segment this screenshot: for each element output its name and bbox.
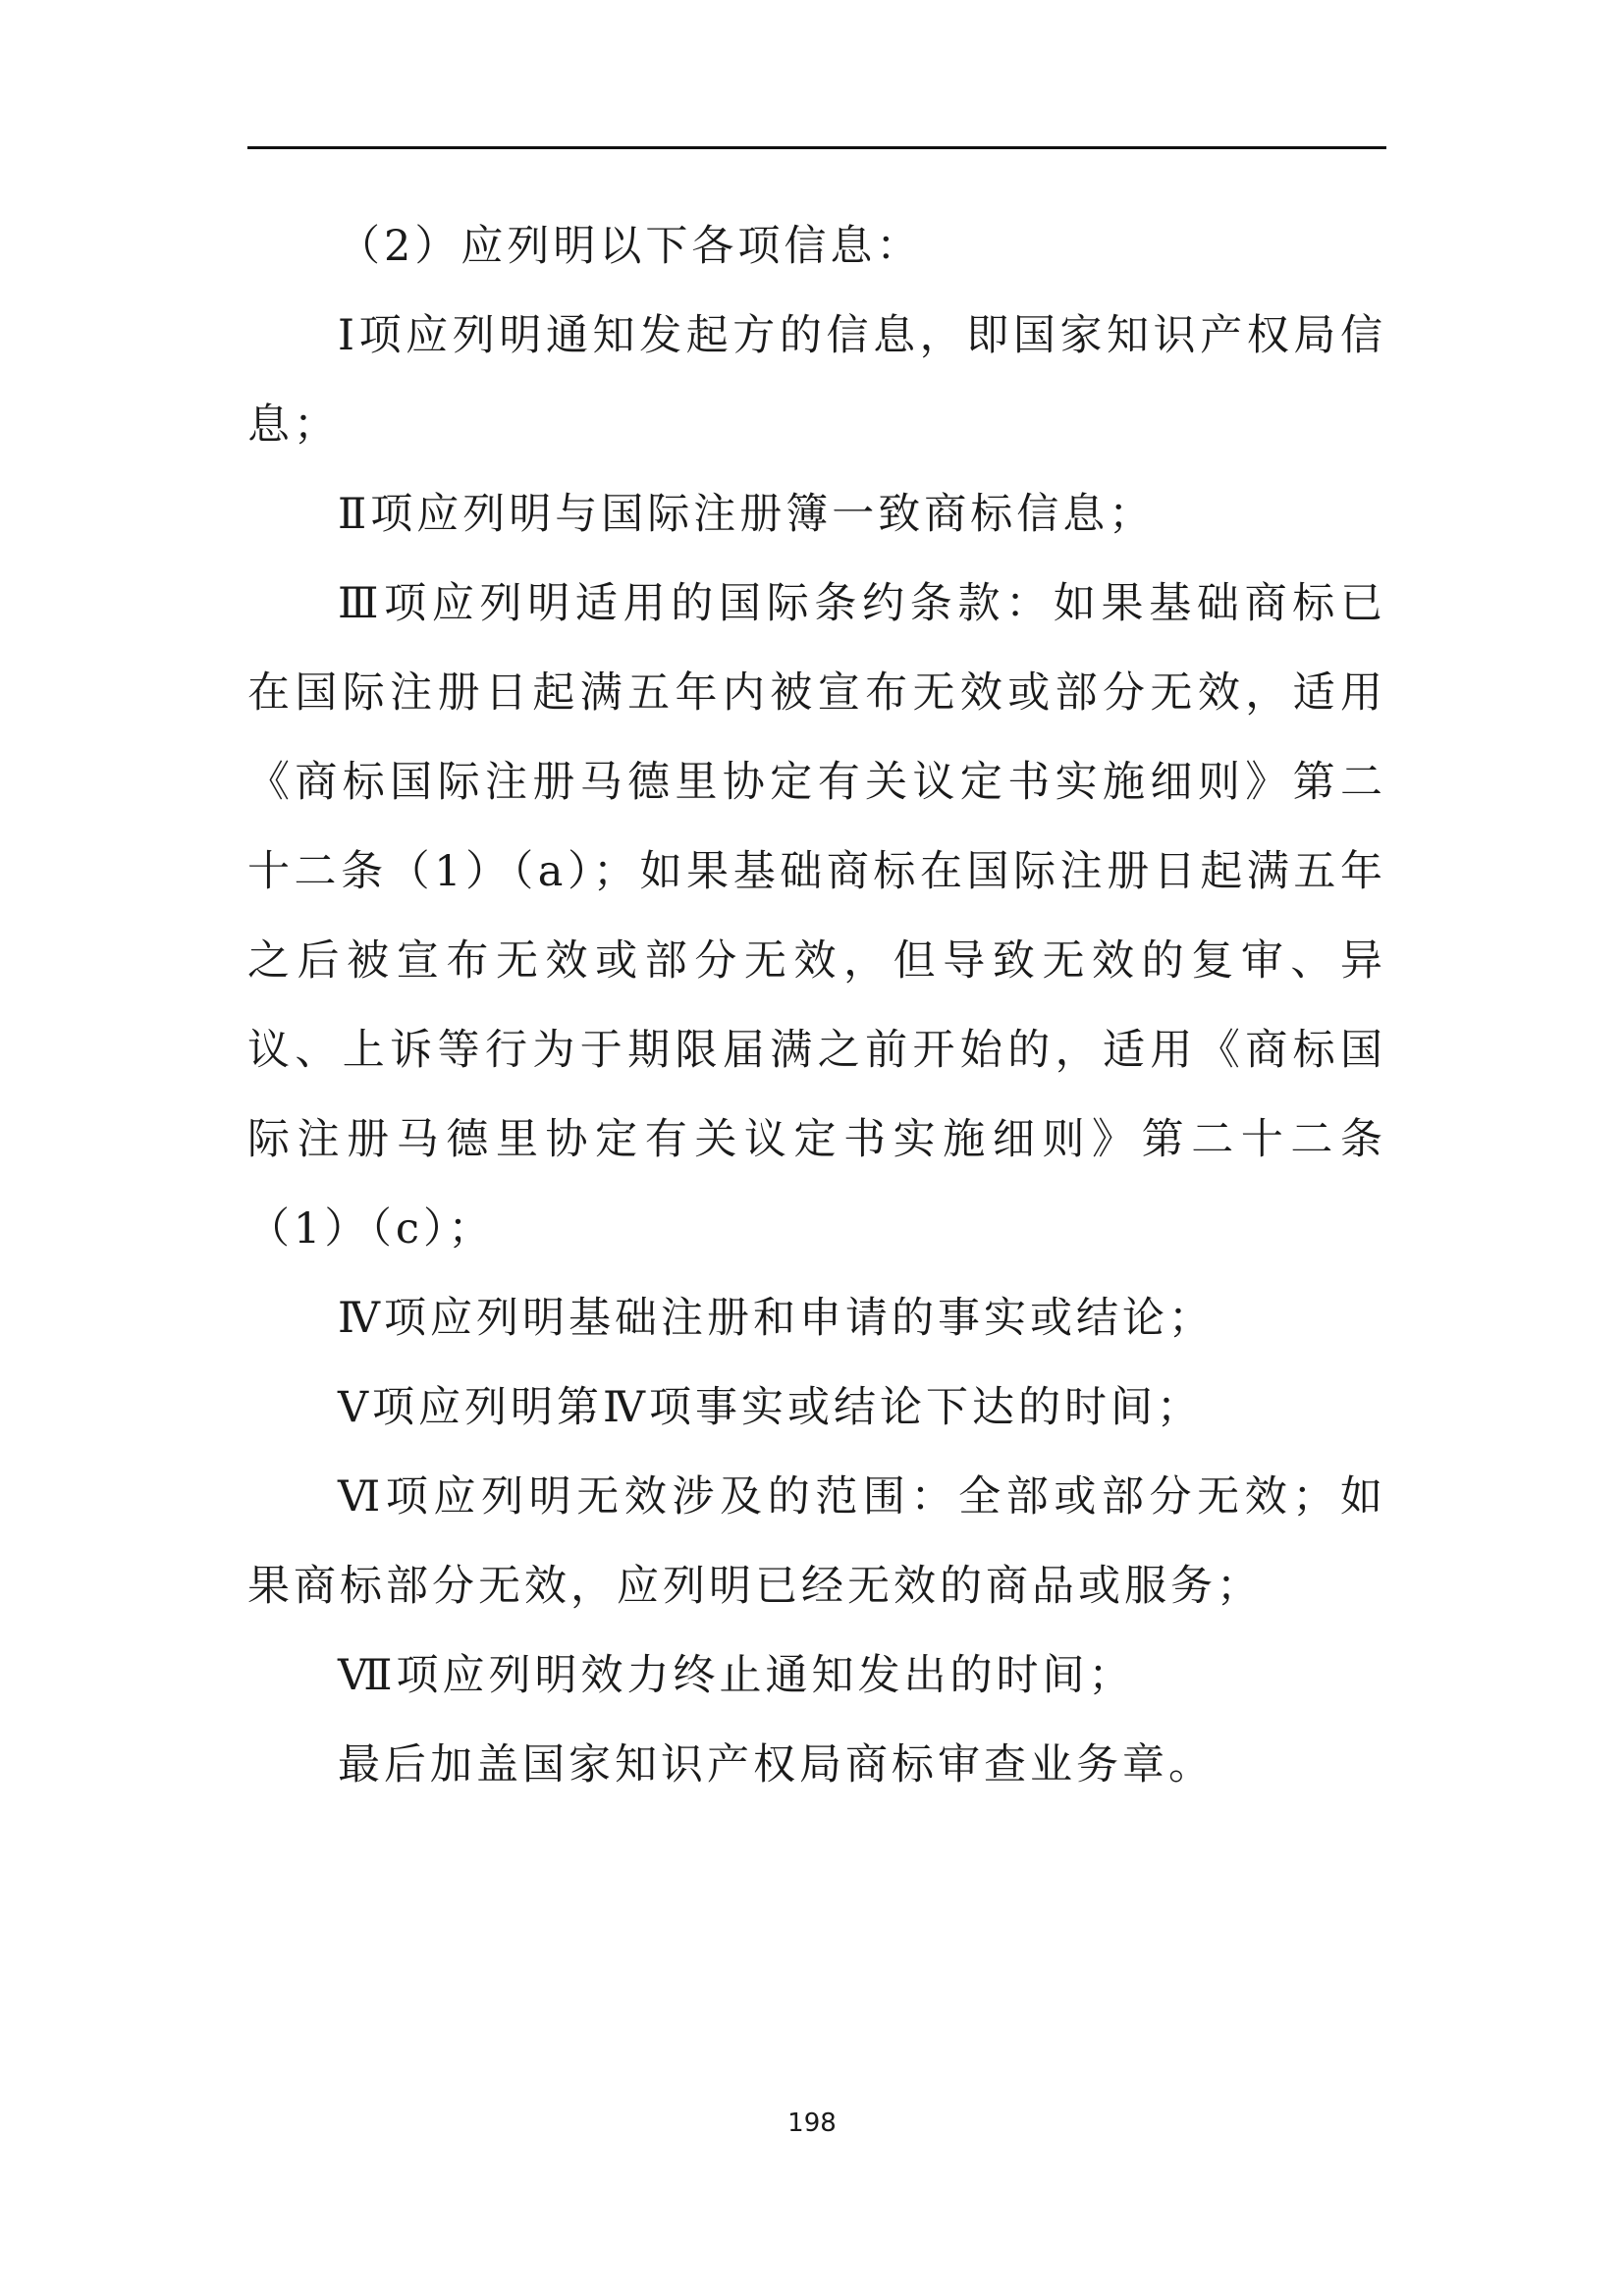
paragraph-item-5: Ⅴ项应列明第Ⅳ项事实或结论下达的时间；: [338, 1383, 1204, 1432]
paragraph-item-3: Ⅲ项应列明适用的国际条约条款：如果基础商标已在国际注册日起满五年内被宣布无效或部分无效，适用《商标国际注册马德里协定有关议定书实施细则》第二十二条（1）（a）；如果基础商标在国际注册日起满五年之后被宣布无效或部分无效，但导致无效的复审、异议、上诉等行为于期限届满之前开始的，适用《商标国际注册马德里协定有关议定书实施细则》第二十二条（1）（c）；: [247, 579, 1386, 1254]
paragraph-item-7: Ⅶ项应列明效力终止通知发出的时间；: [338, 1651, 1135, 1700]
paragraph-closing: 最后加盖国家知识产权局商标审查业务章。: [338, 1740, 1215, 1789]
paragraph-item-1: Ⅰ项应列明通知发起方的信息，即国家知识产权局信息；: [247, 311, 1386, 450]
paragraph-item-4: Ⅳ项应列明基础注册和申请的事实或结论；: [338, 1294, 1215, 1343]
page-number: 198: [787, 2109, 837, 2138]
document-body: [247, 202, 1386, 1810]
paragraph-section-2-intro: （2）应列明以下各项信息：: [338, 222, 923, 271]
paragraph-item-6: Ⅵ项应列明无效涉及的范围：全部或部分无效；如果商标部分无效，应列明已经无效的商品或服务；: [247, 1472, 1386, 1611]
header-rule: [247, 146, 1386, 149]
paragraph-item-2: Ⅱ项应列明与国际注册簿一致商标信息；: [338, 490, 1156, 539]
